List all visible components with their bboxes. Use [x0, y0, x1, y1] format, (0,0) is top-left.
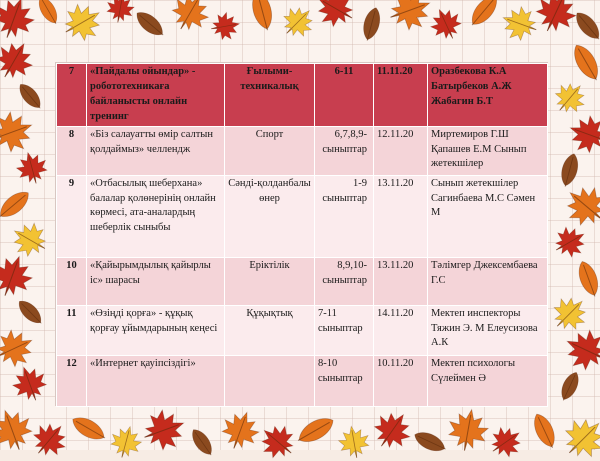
table-row: [57, 257, 548, 305]
responsible: Тәлімгер Джексембаева Г.С: [428, 257, 548, 305]
autumn-leaf-icon: [524, 410, 565, 451]
autumn-leaf-icon: [0, 40, 34, 81]
responsible: Оразбекова К.А Батырбеков А.Ж Жабагин Б.Т: [428, 64, 548, 127]
autumn-leaf-icon: [446, 408, 490, 452]
row-number: 10: [57, 257, 87, 305]
autumn-leaf-icon: [131, 5, 168, 42]
event-name: «Өзіңді қорға» - құқық қорғау ұйымдарының кеңесі: [87, 305, 225, 355]
autumn-leaf-icon: [337, 425, 371, 459]
autumn-leaf-icon: [553, 81, 587, 115]
autumn-leaf-icon: [185, 425, 219, 459]
row-number: 7: [57, 64, 87, 127]
autumn-leaf-icon: [315, 0, 356, 28]
table-row: [57, 355, 548, 406]
autumn-leaf-icon: [489, 425, 523, 459]
autumn-leaf-icon: [0, 110, 34, 154]
direction: Ғылыми-техникалық: [225, 64, 315, 127]
autumn-leaf-icon: [553, 225, 587, 259]
autumn-leaf-icon: [0, 408, 34, 452]
autumn-leaf-icon: [553, 369, 587, 403]
autumn-leaf-icon: [240, 0, 284, 32]
autumn-leaf-icon: [13, 295, 47, 329]
grades: 1-9 сыныптар: [315, 175, 374, 257]
direction: Сәнді-қолданбалы өнер: [225, 175, 315, 257]
autumn-leaf-icon: [0, 328, 34, 369]
date: 13.11.20: [374, 175, 428, 257]
autumn-leaf-icon: [372, 410, 413, 451]
autumn-leaf-icon: [564, 328, 600, 372]
autumn-leaf-icon: [564, 40, 600, 84]
date: 10.11.20: [374, 355, 428, 406]
responsible: Сынып жетекшілер Сагинбаева М.С Сәмен М: [428, 175, 548, 257]
row-number: 9: [57, 175, 87, 257]
grades: 6-11: [315, 64, 374, 127]
autumn-leaf-icon: [68, 408, 109, 449]
table-row: [57, 305, 548, 355]
table-row: [57, 175, 548, 257]
autumn-leaf-icon: [142, 408, 186, 452]
autumn-leaf-icon: [464, 0, 505, 30]
grades: 8-10 сыныптар: [315, 355, 374, 406]
table-row: [57, 126, 548, 175]
autumn-leaf-icon: [429, 7, 463, 41]
responsible: Мектеп инспекторы Тяжин Э. М Елеусизова А.К: [428, 305, 548, 355]
date: 13.11.20: [374, 257, 428, 305]
direction: Еріктілік: [225, 257, 315, 305]
autumn-leaf-icon: [259, 423, 296, 460]
autumn-leaf-icon: [353, 5, 390, 42]
event-name: «Біз салауатты өмір салтын қолдаймыз» челлендж: [87, 126, 225, 175]
autumn-leaf-icon: [564, 184, 600, 228]
event-name: «Интернет қауіпсіздігі»: [87, 355, 225, 406]
grades: 6,7,8,9-сыныптар: [315, 126, 374, 175]
autumn-leaf-icon: [31, 421, 68, 458]
responsible: Мектеп психологы Сүлеймен Ә: [428, 355, 548, 406]
autumn-leaf-icon: [109, 425, 143, 459]
autumn-leaf-icon: [13, 79, 47, 113]
autumn-leaf-icon: [0, 184, 34, 225]
autumn-leaf-icon: [562, 416, 600, 460]
grades: 7-11 сыныптар: [315, 305, 374, 355]
direction: Спорт: [225, 126, 315, 175]
table-row: [57, 64, 548, 127]
autumn-leaf-icon: [15, 151, 49, 185]
grades: 8,9,10-сыныптар: [315, 257, 374, 305]
responsible: Миртемиров Г.Ш Қапашев Е.М Сынып жетекшілер: [428, 126, 548, 175]
row-number: 11: [57, 305, 87, 355]
direction: Құқықтық: [225, 305, 315, 355]
autumn-leaf-icon: [0, 254, 34, 298]
autumn-leaf-icon: [31, 0, 65, 27]
row-number: 8: [57, 126, 87, 175]
date: 14.11.20: [374, 305, 428, 355]
date: 11.11.20: [374, 64, 428, 127]
date: 12.11.20: [374, 126, 428, 175]
autumn-leaf-icon: [281, 5, 315, 39]
autumn-leaf-icon: [220, 410, 261, 451]
row-number: 12: [57, 355, 87, 406]
autumn-leaf-icon: [170, 0, 211, 32]
autumn-leaf-icon: [411, 423, 448, 460]
event-name: «Отбасылық шеберхана» балалар қолөнерінің онлайн көрмесі, ата-аналардың шеберлік сыныбы: [87, 175, 225, 257]
autumn-leaf-icon: [568, 114, 600, 155]
autumn-leaf-icon: [568, 258, 600, 299]
autumn-leaf-icon: [294, 408, 338, 452]
direction: [225, 355, 315, 406]
autumn-leaf-icon: [388, 0, 432, 32]
event-name: «Пайдалы ойындар» - робототехникаға байланысты онлайн тренинг: [87, 64, 225, 127]
event-schedule-table: [56, 63, 547, 405]
autumn-leaf-icon: [11, 365, 48, 402]
autumn-leaf-icon: [62, 2, 103, 43]
event-name: «Қайырымдылық қайырлы іс» шарасы: [87, 257, 225, 305]
autumn-leaf-icon: [210, 11, 241, 42]
